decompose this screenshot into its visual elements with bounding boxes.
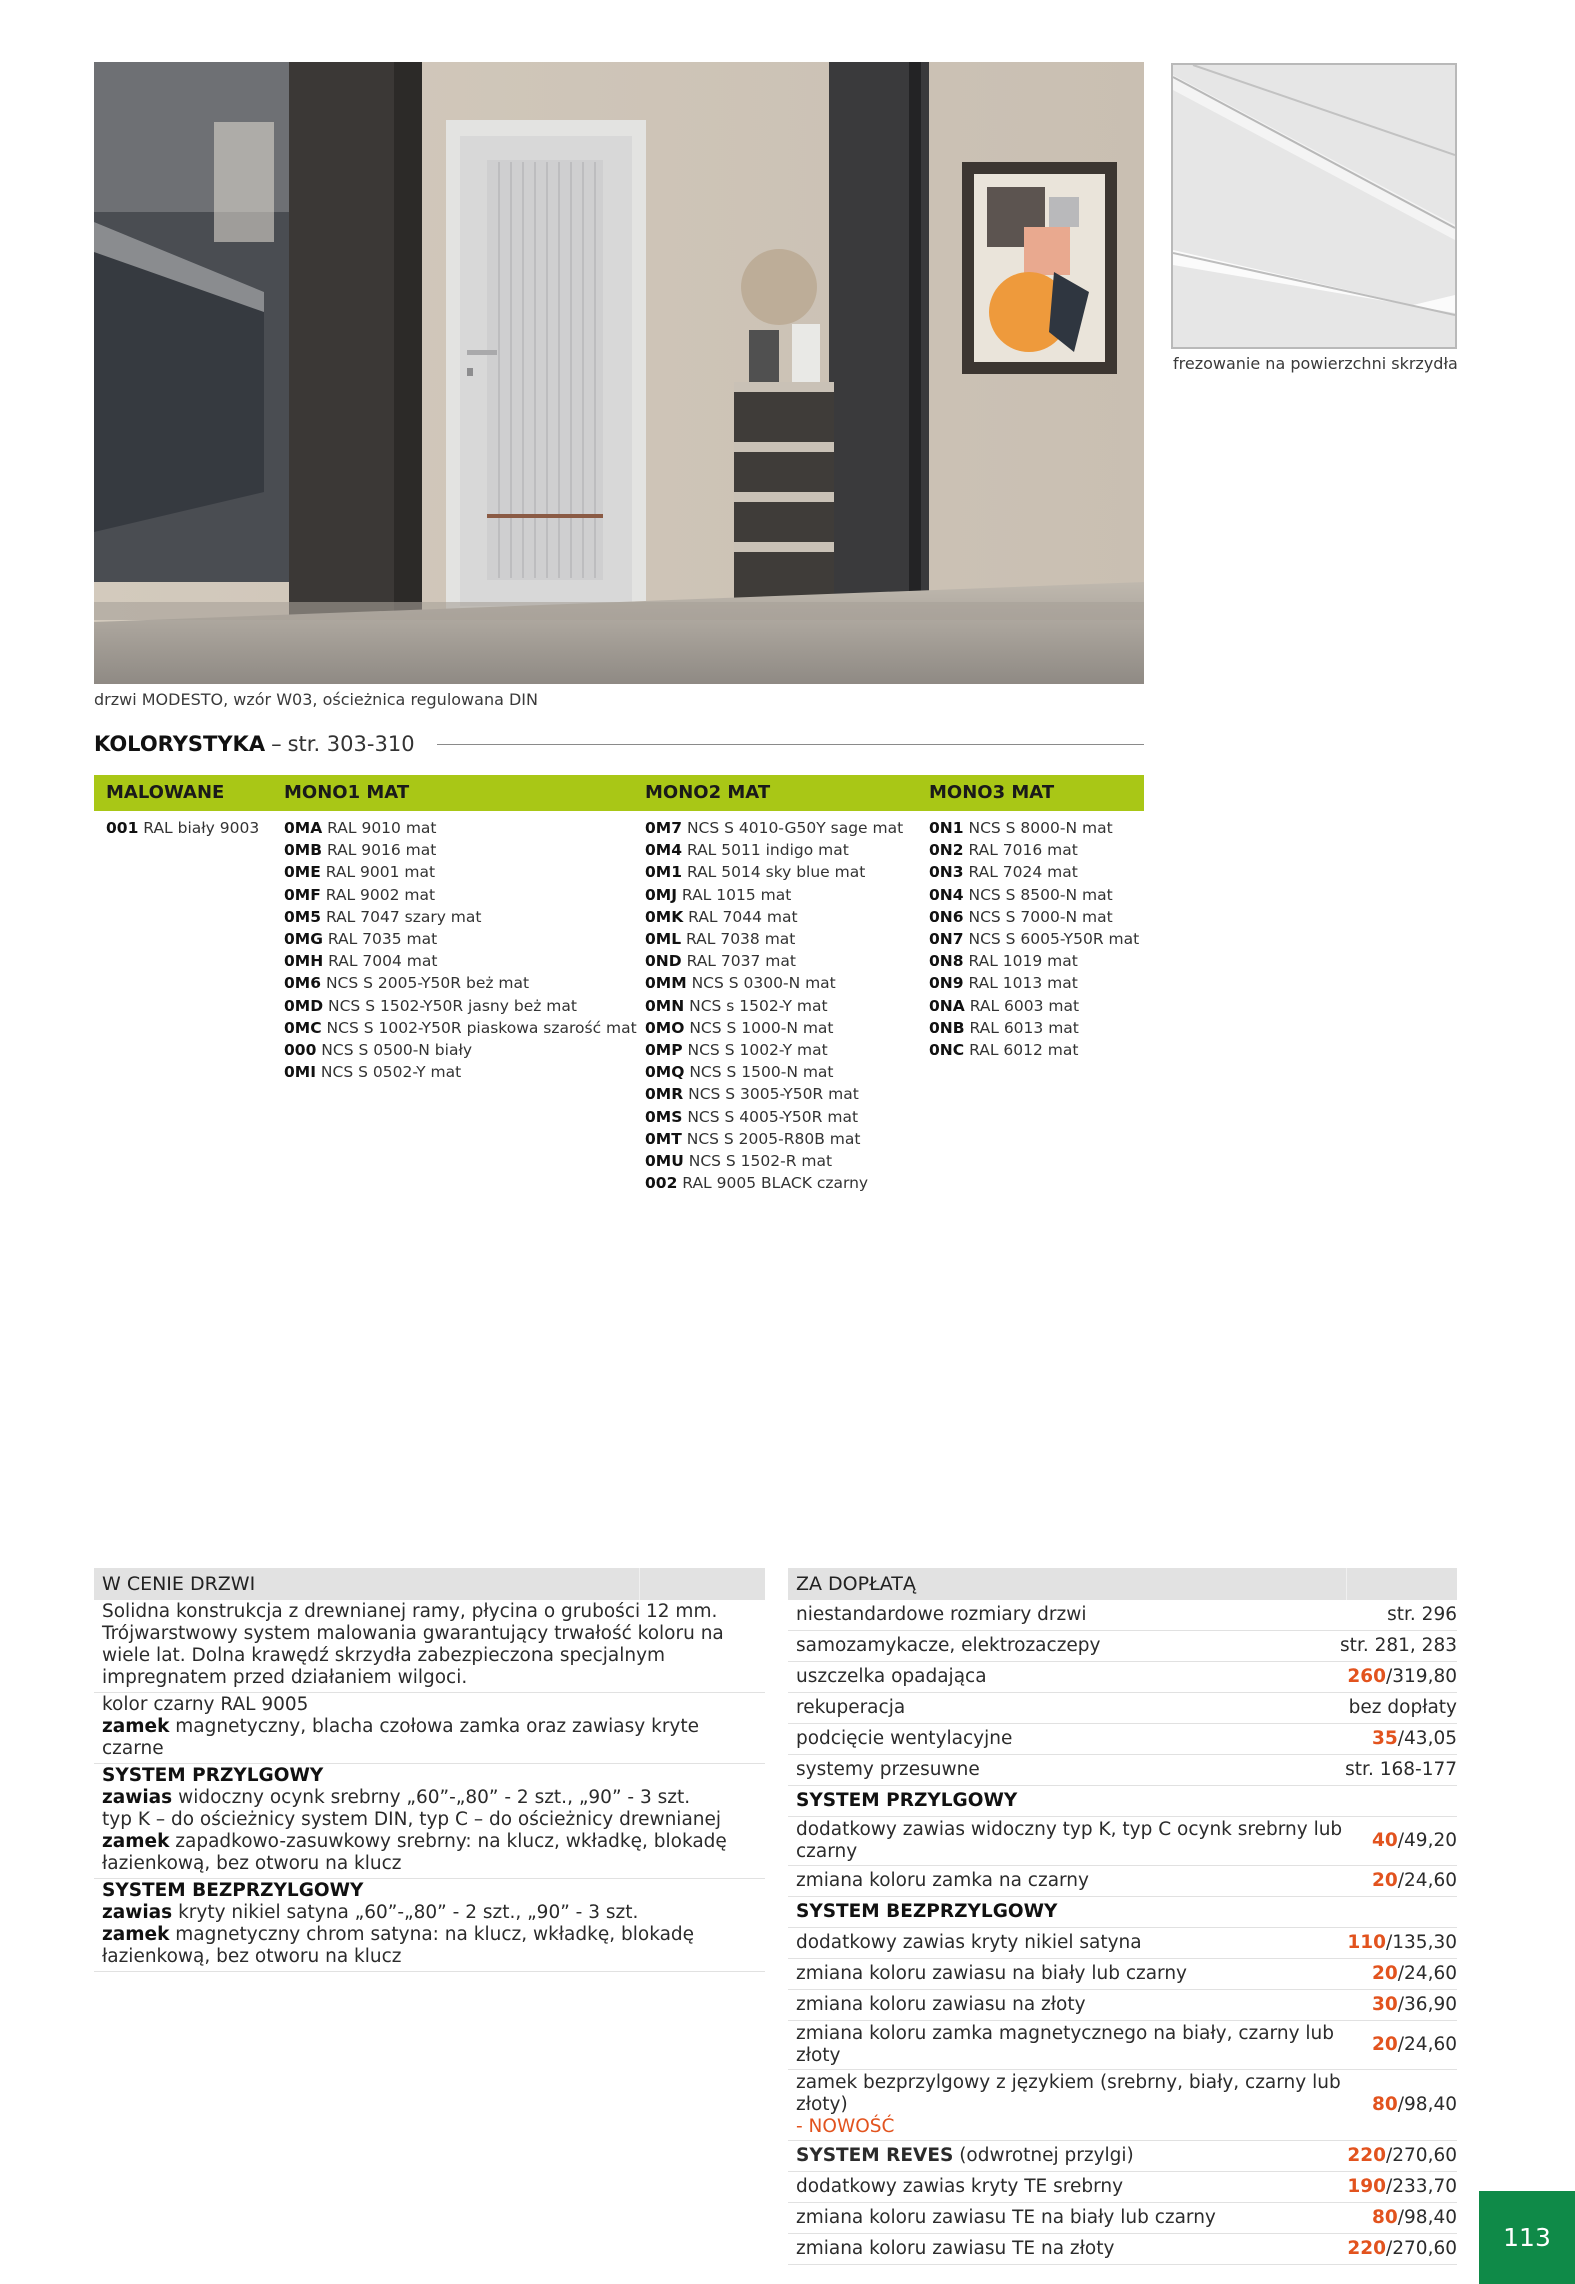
zamek-text: magnetyczny, blacha czołowa zamka oraz zawiasy kryte czarne <box>102 1716 700 1759</box>
color-name: NCS S 6005-Y50R mat <box>968 930 1140 949</box>
price-net: 20 <box>1372 1870 1398 1891</box>
price-net: 80 <box>1372 2207 1398 2228</box>
section-title: SYSTEM PRZYLGOWY <box>796 1790 1018 1811</box>
surcharge-label <box>796 2236 1337 2262</box>
zamek-line <box>102 1716 757 1760</box>
color-code: 0MT <box>645 1129 682 1148</box>
bezprzylgowy-title: SYSTEM BEZPRZYLGOWY <box>102 1880 364 1901</box>
color-entry <box>645 995 903 1017</box>
color-code: 0M6 <box>284 974 321 993</box>
color-name: NCS S 8500-N mat <box>968 885 1113 904</box>
color-entry <box>645 1172 903 1194</box>
surcharge-row <box>788 2141 1457 2172</box>
surcharge-label <box>796 1868 1362 1894</box>
color-name: RAL 1019 mat <box>968 952 1078 971</box>
surcharge-label <box>796 2174 1337 2200</box>
color-name: NCS S 0502-Y mat <box>320 1063 462 1082</box>
surcharge-label-text: zmiana koloru zawiasu TE na złoty <box>796 2238 1115 2259</box>
surcharge-price <box>1337 2176 1457 2198</box>
column-mono3 <box>929 817 1139 1061</box>
price-gross: /49,20 <box>1397 1830 1457 1851</box>
color-code: 0MH <box>284 952 324 971</box>
przylgowy-zawias-line <box>102 1787 757 1809</box>
price-note: bez dopłaty <box>1348 1697 1457 1718</box>
przylgowy-row <box>94 1764 765 1879</box>
header-divider <box>639 1568 640 1600</box>
color-code: 0N2 <box>929 841 964 860</box>
surcharge-label <box>796 1757 1335 1783</box>
color-entry <box>284 839 637 861</box>
za-doplata-rows <box>788 1600 1457 2265</box>
surcharge-label-bold: SYSTEM REVES <box>796 2145 954 2166</box>
header-malowane: MALOWANE <box>106 782 225 803</box>
color-entry <box>645 1017 903 1039</box>
surcharge-row <box>788 1600 1457 1631</box>
surcharge-label-text: dodatkowy zawias widoczny typ K, typ C ocynk srebrny lub czarny <box>796 1819 1343 1862</box>
color-name: RAL 6003 mat <box>969 996 1080 1015</box>
surcharge-label-text: zmiana koloru zawiasu na biały lub czarny <box>796 1963 1188 1984</box>
color-entry <box>284 995 637 1017</box>
price-note: str. 281, 283 <box>1340 1635 1457 1656</box>
bezprzylgowy-zawias-text: kryty nikiel satyna „60”-„80” - 2 szt., „90” - 3 szt. <box>178 1902 639 1923</box>
color-entry <box>929 839 1139 861</box>
header-mono1: MONO1 MAT <box>284 782 410 803</box>
heading-rule <box>437 744 1144 745</box>
price-net: 40 <box>1372 1830 1398 1851</box>
color-code: 0N9 <box>929 974 964 993</box>
color-code: 002 <box>645 1174 678 1193</box>
color-entry <box>929 928 1139 950</box>
color-name: NCS S 1502-R mat <box>688 1152 833 1171</box>
color-name: NCS S 1002-Y50R piaskowa szarość mat <box>326 1018 637 1037</box>
column-mono2 <box>645 817 903 1194</box>
surcharge-row <box>788 1755 1457 1786</box>
color-code: 0N7 <box>929 930 964 949</box>
price-net: 20 <box>1372 2034 1398 2055</box>
color-code: 0MG <box>284 930 323 949</box>
bezprzylgowy-zawias-label: zawias <box>102 1902 173 1923</box>
za-doplata-header <box>788 1568 1457 1600</box>
color-entry <box>645 1106 903 1128</box>
surcharge-label-text: zmiana koloru zawiasu TE na biały lub czarny <box>796 2207 1216 2228</box>
surcharge-label-text: zmiana koloru zamka na czarny <box>796 1870 1089 1891</box>
color-entry <box>645 861 903 883</box>
color-code: 0MF <box>284 885 321 904</box>
color-code: 0MC <box>284 1018 322 1037</box>
color-entry <box>929 817 1139 839</box>
color-code: 0N1 <box>929 819 964 837</box>
surcharge-label-text: zmiana koloru zawiasu na złoty <box>796 1994 1086 2015</box>
price-net: 260 <box>1347 1666 1387 1687</box>
surcharge-price <box>1335 1759 1457 1781</box>
surcharge-row <box>788 2234 1457 2265</box>
surcharge-label <box>796 1633 1330 1659</box>
color-zamek-row <box>94 1693 765 1764</box>
color-entry <box>284 972 637 994</box>
color-entry <box>106 817 259 839</box>
surcharge-row <box>788 1817 1457 1866</box>
surcharge-label-text: (odwrotnej przylgi) <box>953 2145 1134 2166</box>
bezprzylgowy-zamek-label: zamek <box>102 1924 170 1945</box>
color-code: 0MA <box>284 819 323 837</box>
price-note: str. 296 <box>1387 1604 1457 1625</box>
przylgowy-zamek-line <box>102 1831 757 1875</box>
color-code: 0ME <box>284 863 321 882</box>
price-note: str. 168-177 <box>1345 1759 1457 1780</box>
surcharge-price <box>1362 1830 1457 1852</box>
surcharge-label <box>796 1817 1362 1865</box>
color-name: RAL 9010 mat <box>327 819 437 837</box>
color-table-header <box>94 775 1144 811</box>
header-mono2: MONO2 MAT <box>645 782 771 803</box>
color-name: NCS S 8000-N mat <box>968 819 1113 837</box>
color-name: RAL 9005 BLACK czarny <box>682 1174 869 1193</box>
color-entry <box>284 1061 637 1083</box>
color-name: NCS S 7000-N mat <box>968 907 1113 926</box>
surcharge-price <box>1377 1604 1457 1626</box>
surcharge-price <box>1362 2207 1457 2229</box>
surcharge-label-text: zmiana koloru zamka magnetycznego na biały, czarny lub złoty <box>796 2023 1334 2066</box>
color-code: 0M4 <box>645 841 682 860</box>
color-name: NCS S 1502-Y50R jasny beż mat <box>328 996 577 1015</box>
color-code: 0ND <box>645 952 682 971</box>
surcharge-label-text: systemy przesuwne <box>796 1759 980 1780</box>
surcharge-label-text: rekuperacja <box>796 1697 906 1718</box>
surcharge-price <box>1362 2094 1457 2116</box>
color-name: RAL biały 9003 <box>143 819 260 837</box>
color-entry <box>929 861 1139 883</box>
color-name: RAL 7037 mat <box>686 952 796 971</box>
price-net: 110 <box>1347 1932 1387 1953</box>
color-entry <box>929 1039 1139 1061</box>
color-name: NCS S 3005-Y50R mat <box>688 1085 859 1104</box>
surcharge-label-text: samozamykacze, elektrozaczepy <box>796 1635 1101 1656</box>
price-gross: /24,60 <box>1397 1963 1457 1984</box>
surcharge-price <box>1337 2145 1457 2167</box>
zamek-label: zamek <box>102 1716 170 1737</box>
color-name: RAL 1013 mat <box>968 974 1078 993</box>
price-net: 190 <box>1347 2176 1387 2197</box>
surcharge-price <box>1337 1666 1457 1688</box>
color-name: NCS s 1502-Y mat <box>689 996 828 1015</box>
color-name: NCS S 4005-Y50R mat <box>687 1107 859 1126</box>
surcharge-label <box>796 1695 1339 1721</box>
kolorystyka-separator: – <box>271 732 282 756</box>
color-code: 0MD <box>284 996 324 1015</box>
surcharge-label-text: uszczelka opadająca <box>796 1666 987 1687</box>
construction-row <box>94 1600 765 1693</box>
price-gross: /98,40 <box>1397 2094 1457 2115</box>
section-row <box>788 1897 1457 1928</box>
color-name: RAL 9002 mat <box>325 885 436 904</box>
color-name: NCS S 0300-N mat <box>691 974 836 993</box>
surcharge-label <box>796 1961 1362 1987</box>
color-code: 0MN <box>645 996 685 1015</box>
surcharge-label-text: niestandardowe rozmiary drzwi <box>796 1604 1087 1625</box>
color-entry <box>645 928 903 950</box>
color-code: 0MO <box>645 1018 685 1037</box>
color-entry <box>645 884 903 906</box>
color-code: 0MR <box>645 1085 684 1104</box>
color-code: 0M1 <box>645 863 682 882</box>
surcharge-price <box>1362 2034 1457 2056</box>
color-entry <box>284 817 637 839</box>
column-malowane <box>106 817 259 839</box>
przylgowy-zawias-label: zawias <box>102 1787 173 1808</box>
price-net: 220 <box>1347 2238 1387 2259</box>
color-code: 0MP <box>645 1041 683 1060</box>
price-gross: /98,40 <box>1397 2207 1457 2228</box>
section-title: SYSTEM BEZPRZYLGOWY <box>796 1901 1058 1922</box>
surcharge-price <box>1362 1870 1457 1892</box>
surcharge-label <box>796 1992 1362 2018</box>
surcharge-row <box>788 2021 1457 2070</box>
color-entry <box>645 1061 903 1083</box>
color-entry <box>645 1039 903 1061</box>
color-name: NCS S 2005-Y50R beż mat <box>325 974 530 993</box>
surcharge-price <box>1362 1963 1457 1985</box>
za-doplata-table <box>788 1568 1457 2265</box>
price-gross: /270,60 <box>1386 2238 1457 2259</box>
color-entry <box>645 906 903 928</box>
color-code: 0M7 <box>645 819 682 837</box>
color-entry <box>645 972 903 994</box>
color-name: NCS S 1002-Y mat <box>687 1041 828 1060</box>
color-name: RAL 7016 mat <box>968 841 1078 860</box>
color-code: 0NA <box>929 996 965 1015</box>
color-code: 0N8 <box>929 952 964 971</box>
surcharge-row <box>788 1631 1457 1662</box>
surcharge-row <box>788 1990 1457 2021</box>
color-name: RAL 1015 mat <box>681 885 792 904</box>
color-code: 0MJ <box>645 885 677 904</box>
color-code: 0M5 <box>284 907 321 926</box>
color-code: 0N3 <box>929 863 964 882</box>
main-photo-caption: drzwi MODESTO, wzór W03, ościeżnica regulowana DIN <box>94 690 538 709</box>
color-entry <box>929 1017 1139 1039</box>
surcharge-price <box>1337 2238 1457 2260</box>
przylgowy-zamek-text: zapadkowo-zasuwkowy srebrny: na klucz, wkładkę, blokadę łazienkową, bez otworu na klucz <box>102 1831 727 1874</box>
construction-text: Solidna konstrukcja z drewnianej ramy, płycina o grubości 12 mm. Trójwarstwowy system malowania gwarantujący trwałość koloru na wiele lat. Dolna krawędź skrzydła zabezpieczona specjalnym impregnatem przed działaniem wilgoci. <box>102 1601 724 1688</box>
color-name: NCS S 2005-R80B mat <box>686 1129 861 1148</box>
surcharge-price <box>1337 1932 1457 1954</box>
color-name: RAL 7024 mat <box>968 863 1078 882</box>
surcharge-label-text: zamek bezprzylgowy z językiem (srebrny, biały, czarny lub złoty) <box>796 2072 1341 2115</box>
kolorystyka-heading <box>94 728 1144 760</box>
color-entry <box>284 1039 637 1061</box>
color-code: 0MM <box>645 974 687 993</box>
kolorystyka-title: KOLORYSTYKA <box>94 732 266 756</box>
header-mono3: MONO3 MAT <box>929 782 1055 803</box>
color-name: RAL 6013 mat <box>969 1018 1079 1037</box>
color-code: 0MQ <box>645 1063 685 1082</box>
color-name: RAL 7038 mat <box>686 930 796 949</box>
color-entry <box>645 839 903 861</box>
color-code: 000 <box>284 1041 317 1060</box>
surcharge-row <box>788 1693 1457 1724</box>
color-name: NCS S 1000-N mat <box>689 1018 834 1037</box>
w-cenie-header-label: W CENIE DRZWI <box>102 1573 256 1595</box>
surcharge-label-text: dodatkowy zawias kryty nikiel satyna <box>796 1932 1142 1953</box>
price-gross: /233,70 <box>1386 2176 1457 2197</box>
color-name: RAL 9001 mat <box>325 863 436 882</box>
color-entry <box>929 884 1139 906</box>
color-name: RAL 7004 mat <box>328 952 438 971</box>
bezprzylgowy-zamek-text: magnetyczny chrom satyna: na klucz, wkładkę, blokadę łazienkową, bez otworu na klucz <box>102 1924 695 1967</box>
color-name: RAL 7044 mat <box>688 907 798 926</box>
przylgowy-typ-line: typ K – do ościeżnicy system DIN, typ C – do ościeżnicy drewnianej <box>102 1809 722 1830</box>
przylgowy-title: SYSTEM PRZYLGOWY <box>102 1765 324 1786</box>
interior-door-illustration <box>94 62 1144 684</box>
color-code: 0MB <box>284 841 323 860</box>
detail-photo <box>1171 63 1457 349</box>
surcharge-row <box>788 1662 1457 1693</box>
surcharge-label <box>796 2143 1337 2169</box>
color-entry <box>284 884 637 906</box>
column-mono1 <box>284 817 637 1083</box>
surcharge-label <box>796 2205 1362 2231</box>
surcharge-label <box>796 1664 1337 1690</box>
surcharge-label <box>796 2021 1362 2069</box>
color-entry <box>284 861 637 883</box>
surcharge-label <box>796 1602 1377 1628</box>
milling-detail-illustration <box>1173 65 1455 347</box>
color-name: RAL 7035 mat <box>327 930 438 949</box>
color-entry <box>284 906 637 928</box>
color-entry <box>929 995 1139 1017</box>
color-name: RAL 9016 mat <box>326 841 437 860</box>
przylgowy-zamek-label: zamek <box>102 1831 170 1852</box>
za-doplata-header-label: ZA DOPŁATĄ <box>796 1573 916 1595</box>
w-cenie-table <box>94 1568 765 1972</box>
price-gross: /24,60 <box>1397 1870 1457 1891</box>
price-gross: /135,30 <box>1386 1932 1457 1953</box>
color-code: 0N6 <box>929 907 964 926</box>
color-entry <box>645 1128 903 1150</box>
bezprzylgowy-zawias-line <box>102 1902 757 1924</box>
color-name: RAL 5014 sky blue mat <box>686 863 866 882</box>
main-photo <box>94 62 1144 684</box>
surcharge-row <box>788 1866 1457 1897</box>
bezprzylgowy-zamek-line <box>102 1924 757 1968</box>
price-net: 20 <box>1372 1963 1398 1984</box>
surcharge-label-text: podcięcie wentylacyjne <box>796 1728 1013 1749</box>
color-entry <box>929 972 1139 994</box>
surcharge-row <box>788 1928 1457 1959</box>
price-gross: /36,90 <box>1397 1994 1457 2015</box>
color-line: kolor czarny RAL 9005 <box>102 1694 309 1715</box>
color-name: RAL 5011 indigo mat <box>686 841 849 860</box>
color-code: 0MK <box>645 907 684 926</box>
price-net: 35 <box>1372 1728 1398 1749</box>
price-gross: /270,60 <box>1386 2145 1457 2166</box>
page-number: 113 <box>1503 2223 1551 2252</box>
price-gross: /319,80 <box>1386 1666 1457 1687</box>
color-code: 0NB <box>929 1018 965 1037</box>
surcharge-row <box>788 1724 1457 1755</box>
color-name: NCS S 1500-N mat <box>689 1063 834 1082</box>
kolorystyka-pages: str. 303-310 <box>287 732 415 756</box>
color-name: RAL 6012 mat <box>969 1041 1079 1060</box>
header-divider <box>1346 1568 1347 1600</box>
price-gross: /43,05 <box>1397 1728 1457 1749</box>
price-net: 80 <box>1372 2094 1398 2115</box>
color-name: NCS S 0500-N biały <box>321 1041 473 1060</box>
przylgowy-zawias-text: widoczny ocynk srebrny „60”-„80” - 2 szt., „90” - 3 szt. <box>178 1787 691 1808</box>
surcharge-row <box>788 1959 1457 1990</box>
color-entry <box>645 950 903 972</box>
color-entry <box>929 950 1139 972</box>
color-code: 001 <box>106 819 139 837</box>
surcharge-row <box>788 2172 1457 2203</box>
price-net: 220 <box>1347 2145 1387 2166</box>
color-entry <box>284 1017 637 1039</box>
surcharge-price <box>1330 1635 1457 1657</box>
color-code: 0N4 <box>929 885 964 904</box>
price-net: 30 <box>1372 1994 1398 2015</box>
color-code: 0ML <box>645 930 682 949</box>
color-entry <box>645 1150 903 1172</box>
color-entry <box>284 950 637 972</box>
color-entry <box>929 906 1139 928</box>
detail-photo-caption: frezowanie na powierzchni skrzydła <box>1173 354 1458 373</box>
price-gross: /24,60 <box>1397 2034 1457 2055</box>
color-code: 0MI <box>284 1063 316 1082</box>
surcharge-row <box>788 2203 1457 2234</box>
color-code: 0NC <box>929 1041 965 1060</box>
new-badge: - NOWOŚĆ <box>796 2116 895 2137</box>
color-entry <box>284 928 637 950</box>
section-row <box>788 1786 1457 1817</box>
surcharge-price <box>1362 1728 1457 1750</box>
surcharge-row <box>788 2070 1457 2141</box>
surcharge-label <box>796 1930 1337 1956</box>
surcharge-label-text: dodatkowy zawias kryty TE srebrny <box>796 2176 1124 2197</box>
surcharge-label <box>796 2070 1362 2140</box>
color-code: 0MS <box>645 1107 683 1126</box>
page-number-badge <box>1479 2191 1575 2284</box>
bezprzylgowy-row <box>94 1879 765 1972</box>
surcharge-label <box>796 1726 1362 1752</box>
surcharge-price <box>1362 1994 1457 2016</box>
color-name: NCS S 4010-G50Y sage mat <box>686 819 904 837</box>
surcharge-price <box>1339 1697 1457 1719</box>
color-entry <box>645 817 903 839</box>
w-cenie-header <box>94 1568 765 1600</box>
color-entry <box>645 1083 903 1105</box>
color-name: RAL 7047 szary mat <box>325 907 482 926</box>
color-code: 0MU <box>645 1152 684 1171</box>
